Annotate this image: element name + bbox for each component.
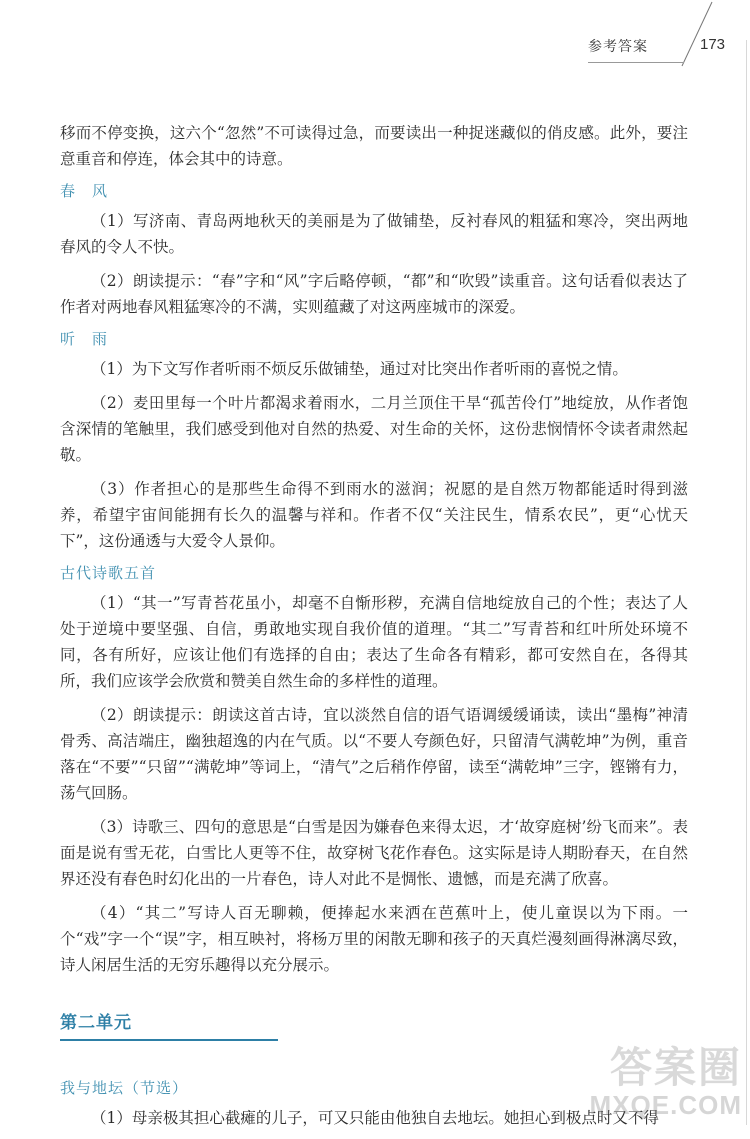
unit-title-underline xyxy=(60,1039,278,1041)
watermark xyxy=(590,1045,742,1119)
answer-paragraph: （1）为下文写作者听雨不烦反乐做铺垫，通过对比突出作者听雨的喜悦之情。 xyxy=(91,360,628,378)
answer-paragraph: （1）母亲极其担心截瘫的儿子，可又只能由他独自去地坛。她担心到极点时又不得 xyxy=(91,1109,659,1127)
answer-paragraph: （2）朗读提示：朗读这首古诗，宜以淡然自信的语气语调缓缓诵读，读出“墨梅”神清骨秀、高洁端庄，幽独超逸的内在气质。以“不要人夸颜色好，只留清气满乾坤”为例，重音落在“不要”“只留”“满乾坤”等词上，“清气”之后稍作停留，读至“满乾坤”三字，铿锵有力，荡气回肠。 xyxy=(60,706,688,802)
lesson-heading: 古代诗歌五首 xyxy=(60,564,157,582)
answer-paragraph: （3）作者担心的是那些生命得不到雨水的滋润；祝愿的是自然万物都能适时得到滋养，希望宇宙间能拥有长久的温馨与祥和。作者不仅“关注民生，情系农民”，更“心忧天下”，这份通透与大爱令人景仰。 xyxy=(60,480,688,550)
header-divider-icon xyxy=(676,0,716,70)
watermark-site-text: MXQE.COM xyxy=(589,1090,742,1120)
unit-title: 第二单元 xyxy=(60,1013,132,1033)
lesson-heading: 听 雨 xyxy=(60,330,109,348)
lesson-heading: 我与地坛（节选） xyxy=(60,1079,189,1097)
answer-paragraph: （4）“其二”写诗人百无聊赖，便捧起水来洒在芭蕉叶上，使儿童误以为下雨。一个“戏”字一个“误”字，相互映衬，将杨万里的闲散无聊和孩子的天真烂漫刻画得淋漓尽致，诗人闲居生活的无穷乐趣得以充分展示。 xyxy=(60,904,688,974)
answer-paragraph: （3）诗歌三、四句的意思是“白雪是因为嫌春色来得太迟，才‘故穿庭树’纷飞而来”。表面是说有雪无花，白雪比人更等不住，故穿树飞花作春色。这实际是诗人期盼春天，在自然界还没有春色时幻化出的一片春色，诗人对此不是惆怅、遗憾，而是充满了欣喜。 xyxy=(60,818,688,888)
page-edge-rule xyxy=(746,40,747,1125)
answer-paragraph: （1）写济南、青岛两地秋天的美丽是为了做铺垫，反衬春风的粗猛和寒冷，突出两地春风的令人不快。 xyxy=(60,212,688,256)
answer-content xyxy=(60,120,688,1139)
page-number: 173 xyxy=(700,36,726,53)
lesson-heading: 春 风 xyxy=(60,182,109,200)
watermark-logo-text: 答案圈 xyxy=(609,1043,742,1092)
answer-paragraph: 移而不停变换，这六个“忽然”不可读得过急，而要读出一种捉迷藏似的俏皮感。此外，要注意重音和停连，体会其中的诗意。 xyxy=(60,124,688,168)
header-rule xyxy=(588,62,684,63)
header-section-title: 参考答案 xyxy=(588,39,648,55)
answer-paragraph: （1）“其一”写青苔花虽小，却毫不自惭形秽，充满自信地绽放自己的个性；表达了人处于逆境中要坚强、自信，勇敢地实现自我价值的道理。“其二”写青苔和红叶所处环境不同，各有所好，应该让他们有选择的自由；表达了生命各有精彩，都可安然自在，各得其所，我们应该学会欣赏和赞美自然生命的多样性的道理。 xyxy=(60,594,688,690)
answer-paragraph: （2）麦田里每一个叶片都渴求着雨水，二月兰顶住干旱“孤苦伶仃”地绽放，从作者饱含深情的笔触里，我们感受到他对自然的热爱、对生命的关怀，这份悲悯情怀令读者肃然起敬。 xyxy=(60,394,688,464)
answer-paragraph: （2）朗读提示：“春”字和“风”字后略停顿，“都”和“吹毁”读重音。这句话看似表达了作者对两地春风粗猛寒冷的不满，实则蕴藏了对这两座城市的深爱。 xyxy=(60,272,688,316)
